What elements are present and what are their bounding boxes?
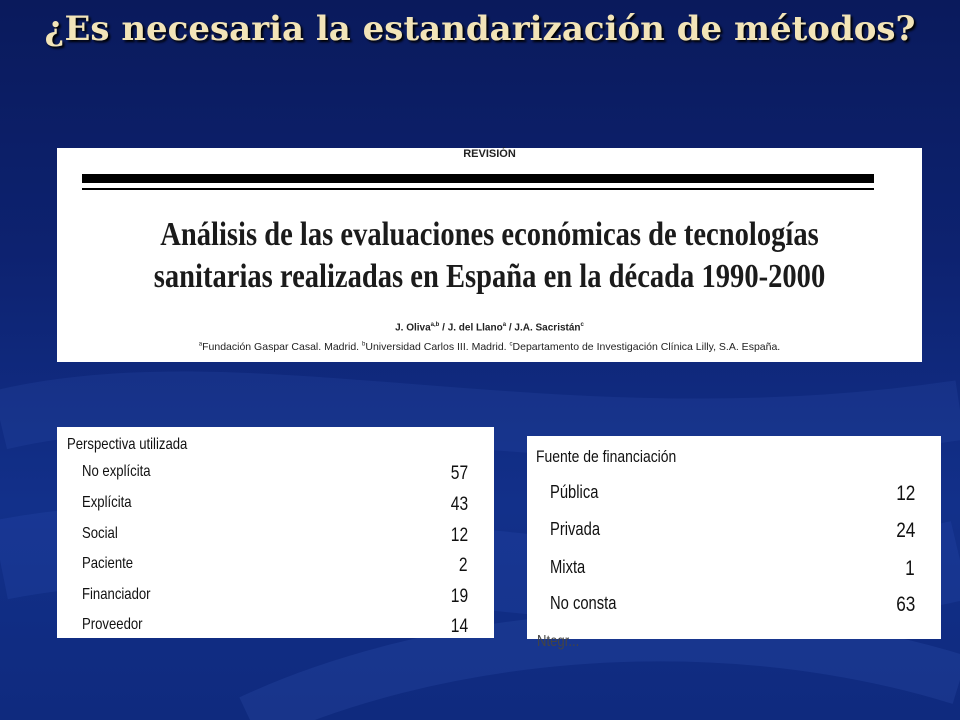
table-row: [550, 519, 915, 559]
affiliation-sup: b: [362, 341, 366, 348]
row-value: 14: [450, 616, 468, 637]
affiliation-text: Universidad Carlos III. Madrid.: [365, 341, 507, 353]
row-label: Privada: [550, 519, 601, 539]
article-header-image: [57, 148, 922, 362]
row-label: Explícita: [82, 494, 132, 511]
row-label: No explícita: [82, 463, 151, 480]
table-row: [550, 482, 915, 522]
row-label: Paciente: [82, 555, 134, 572]
financiacion-table: [527, 436, 941, 650]
author-sup: a: [502, 322, 507, 328]
table-row: [550, 593, 915, 633]
row-value: 19: [450, 586, 468, 607]
table-row: [82, 463, 468, 493]
row-value: 12: [895, 482, 915, 505]
article-title-line-1: Análisis de las evaluaciones económicas de tecnologías: [160, 216, 819, 253]
table-row: [82, 525, 468, 555]
article-authors: J. Oliva$^{a,b}$ / J. del Llano$^a$ / J.A. Sacristán$^c$: [395, 322, 584, 334]
row-value: 1: [905, 557, 915, 580]
author-name: J. del Llano: [447, 322, 503, 334]
author-name: J. Oliva: [395, 322, 431, 334]
row-label: Mixta: [550, 557, 586, 577]
table-heading: Perspectiva utilizada: [67, 436, 188, 453]
affiliation-sup: c: [509, 341, 513, 348]
article-affiliations: [57, 341, 922, 353]
row-value: 63: [895, 593, 915, 616]
row-value: 57: [450, 463, 468, 484]
affiliation-sup: a: [198, 341, 203, 348]
table-row: [82, 586, 468, 616]
table-row: [82, 616, 468, 646]
perspectiva-table: [57, 427, 494, 638]
row-label: Proveedor: [82, 616, 143, 633]
row-value: 43: [450, 494, 468, 515]
affiliation-text: Departamento de Investigación Clínica Lilly, S.A. España.: [512, 341, 781, 353]
author-name: J.A. Sacristán: [514, 322, 581, 334]
thin-rule: [82, 188, 874, 190]
article-title-line-2: sanitarias realizadas en España en la década 1990-2000: [153, 258, 826, 295]
author-sup: a,b: [430, 322, 440, 328]
cut-off-row: Ntegr...: [537, 633, 580, 650]
row-value: 2: [459, 555, 468, 576]
article-section-label: REVISIÓN: [463, 148, 516, 160]
thick-rule: [82, 174, 874, 183]
row-value: 24: [895, 519, 915, 542]
table-row: [82, 555, 468, 585]
article-title: [143, 214, 836, 298]
row-label: Financiador: [82, 586, 151, 603]
author-sup: c: [580, 322, 584, 328]
table-row: [82, 494, 468, 524]
row-label: Pública: [550, 482, 599, 502]
slide-title: ¿Es necesaria la estandarización de métodos?: [44, 9, 916, 49]
row-label: No consta: [550, 593, 617, 613]
table-row: [550, 557, 915, 597]
row-value: 12: [450, 525, 468, 546]
affiliation-text: Fundación Gaspar Casal. Madrid.: [202, 341, 360, 353]
table-heading: Fuente de financiación: [536, 447, 677, 466]
row-label: Social: [82, 525, 118, 542]
